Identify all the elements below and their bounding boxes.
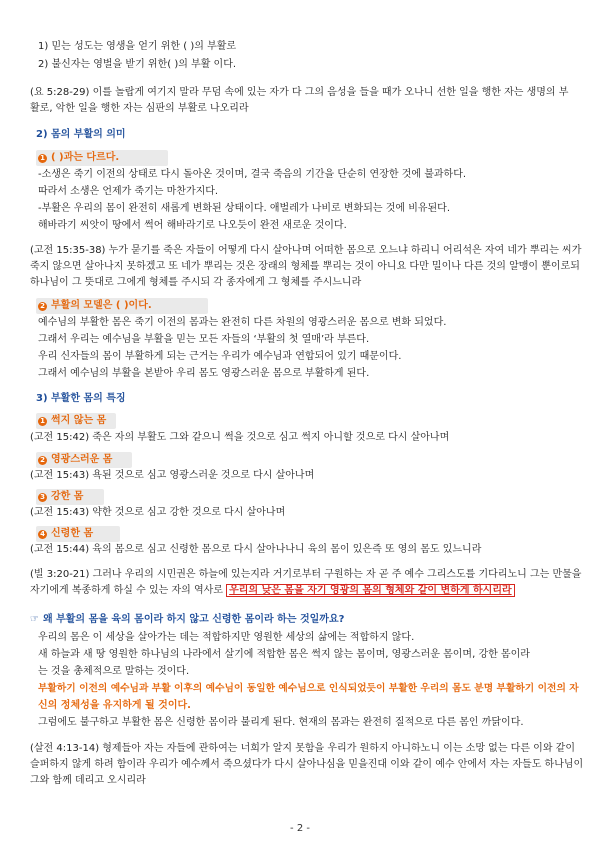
verse-philippians-line-2-plain: 자기에게 복종하게 하실 수 있는 자의 역사로: [30, 585, 227, 596]
number-bullet-icon: 4: [38, 530, 47, 539]
question-line-1: 우리의 몸은 이 세상을 살아가는 데는 적합하지만 영원한 세상의 삶에는 적합하지 않다.: [38, 632, 415, 643]
point-2-line-3: 우리 신자들의 몸이 부활하게 되는 근거는 우리가 예수님과 연합되어 있기 때문이다.: [38, 351, 402, 362]
point-1-title-row: [38, 151, 119, 165]
section-3-heading: 3) 부활한 몸의 특징: [36, 393, 126, 404]
point-1-line-2: 따라서 소생은 언제가 죽기는 마찬가지다.: [38, 186, 219, 197]
point-2-title-row: [38, 299, 152, 313]
verse-john-line-2: 활로, 악한 일을 행한 자는 심판의 부활로 나오리라: [30, 103, 249, 114]
trait-1-verse: (고전 15:42) 죽은 자의 부활도 그와 같으니 썩을 것으로 심고 썩지 아니할 것으로 다시 살아나며: [30, 432, 450, 443]
question-closing: 그럼에도 불구하고 부활한 몸은 신령한 몸이라 불리게 된다. 현재의 몸과는 완전히 질적으로 다른 몸인 까닭이다.: [38, 717, 524, 728]
question-title: 왜 부활의 몸을 육의 몸이라 하지 않고 신령한 몸이라 하는 것일까요?: [42, 614, 345, 625]
trait-4-title: 신령한 몸: [51, 528, 94, 539]
trait-2-verse: (고전 15:43) 욕된 것으로 심고 영광스러운 것으로 다시 살아나며: [30, 470, 315, 481]
number-bullet-icon: 2: [38, 456, 47, 465]
point-2-title: 부활의 모델은 ( )이다.: [51, 300, 152, 311]
point-1-line-1: -소생은 죽기 이전의 상태로 다시 돌아온 것이며, 결국 죽음의 기간을 단순히 연장한 것에 불과하다.: [38, 169, 467, 180]
trait-1-title-row: [38, 414, 106, 428]
trait-4-verse: (고전 15:44) 육의 몸으로 심고 신령한 몸으로 다시 살아나나니 육의 몸이 있은즉 또 영의 몸도 있느니라: [30, 544, 482, 555]
verse-thessalonians-line-3: 그와 함께 데리고 오시리라: [30, 775, 146, 786]
number-bullet-icon: 3: [38, 493, 47, 502]
verse-corinthians-line-1: (고전 15:35-38) 누가 묻기를 죽은 자들이 어떻게 다시 살아나며 어떠한 몸으로 오느냐 하리니 어리석은 자여 네가 뿌리는 씨가: [30, 245, 582, 256]
point-2-line-1: 예수님의 부활한 몸은 죽기 이전의 몸과는 완전히 다른 차원의 영광스러운 몸으로 변화 되었다.: [38, 317, 447, 328]
verse-philippians-emphasis: 우리의 낮은 몸을 자기 영광의 몸의 형체와 같이 변하게 하시리라: [226, 584, 515, 597]
page-number: - 2 -: [290, 823, 310, 834]
pointing-hand-icon: ☞: [30, 614, 39, 625]
point-2-line-2: 그래서 우리는 예수님을 부활을 믿는 모든 자들의 ‘부활의 첫 열매’라 부른다.: [38, 334, 370, 345]
verse-corinthians-line-2: 죽지 않으면 살아나지 못하겠고 또 네가 뿌리는 것은 장래의 형체를 뿌리는 것이 아니요 다만 밀이나 다른 것의 알맹이 뿐이로되: [30, 261, 580, 272]
trait-1-title: 썩지 않는 몸: [51, 415, 107, 426]
verse-thessalonians-line-1: (살전 4:13-14) 형제들아 자는 자들에 관하여는 너희가 알지 못함을 우리가 원하지 아니하노니 이는 소망 없는 다른 이와 같이: [30, 743, 575, 754]
trait-3-title: 강한 몸: [51, 491, 84, 502]
section-2-heading: 2) 몸의 부활의 의미: [36, 129, 126, 140]
verse-john-line-1: (요 5:28-29) 이를 놀랍게 여기지 말라 무덤 속에 있는 자가 다 그의 음성을 들을 때가 오나니 선한 일을 행한 자는 생명의 부: [30, 87, 569, 98]
number-bullet-icon: 2: [38, 302, 47, 311]
question-emphasis-1: 부활하기 이전의 예수님과 부활 이후의 예수님이 동일한 예수님으로 인식되었듯이 부활한 우리의 몸도 분명 부활하기 이전의 자: [38, 683, 579, 694]
answer-item-1: 1) 믿는 성도는 영생을 얻기 위한 ( )의 부활로: [38, 41, 237, 52]
trait-3-title-row: [38, 490, 83, 504]
question-line-2: 새 하늘과 새 땅 영원한 하나님의 나라에서 살기에 적합한 몸은 썩지 않는 몸이며, 영광스러운 몸이며, 강한 몸이라: [38, 649, 530, 660]
question-line-3: 는 것을 총체적으로 말하는 것이다.: [38, 666, 190, 677]
trait-2-title: 영광스러운 몸: [51, 454, 113, 465]
question-emphasis-2: 신의 정체성을 유지하게 될 것이다.: [38, 700, 191, 711]
answer-item-2: 2) 불신자는 영벌을 받기 위한( )의 부활 이다.: [38, 59, 237, 70]
point-2-line-4: 그래서 예수님의 부활을 본받아 우리 몸도 영광스러운 몸으로 부활하게 된다.: [38, 368, 370, 379]
point-1-line-4: 해바라기 씨앗이 땅에서 썩어 해바라기로 나오듯이 완전 새로운 것이다.: [38, 220, 347, 231]
verse-thessalonians-line-2: 슬퍼하지 않게 하려 함이라 우리가 예수께서 죽으셨다가 다시 살아나심을 믿을진대 이와 같이 예수 안에서 자는 자들도 하나님이: [30, 759, 584, 770]
number-bullet-icon: 1: [38, 154, 47, 163]
verse-corinthians-line-3: 하나님이 그 뜻대로 그에게 형체를 주시되 각 종자에게 그 형체를 주시느니라: [30, 277, 362, 288]
verse-philippians-line-1: (빌 3:20-21) 그러나 우리의 시민권은 하늘에 있는지라 거기로부터 구원하는 자 곧 주 예수 그리스도를 기다리노니 그는 만물을: [30, 569, 582, 580]
trait-4-title-row: [38, 527, 93, 541]
trait-3-verse: (고전 15:43) 약한 것으로 심고 강한 것으로 다시 살아나며: [30, 507, 286, 518]
point-1-title: ( )과는 다르다.: [51, 152, 120, 163]
number-bullet-icon: 1: [38, 417, 47, 426]
verse-philippians-line-2: [30, 584, 515, 598]
question-title-row: [30, 613, 344, 627]
point-1-line-3: -부활은 우리의 몸이 완전히 새롭게 변화된 상태이다. 애벌레가 나비로 변화되는 것에 비유된다.: [38, 203, 451, 214]
trait-2-title-row: [38, 453, 112, 467]
